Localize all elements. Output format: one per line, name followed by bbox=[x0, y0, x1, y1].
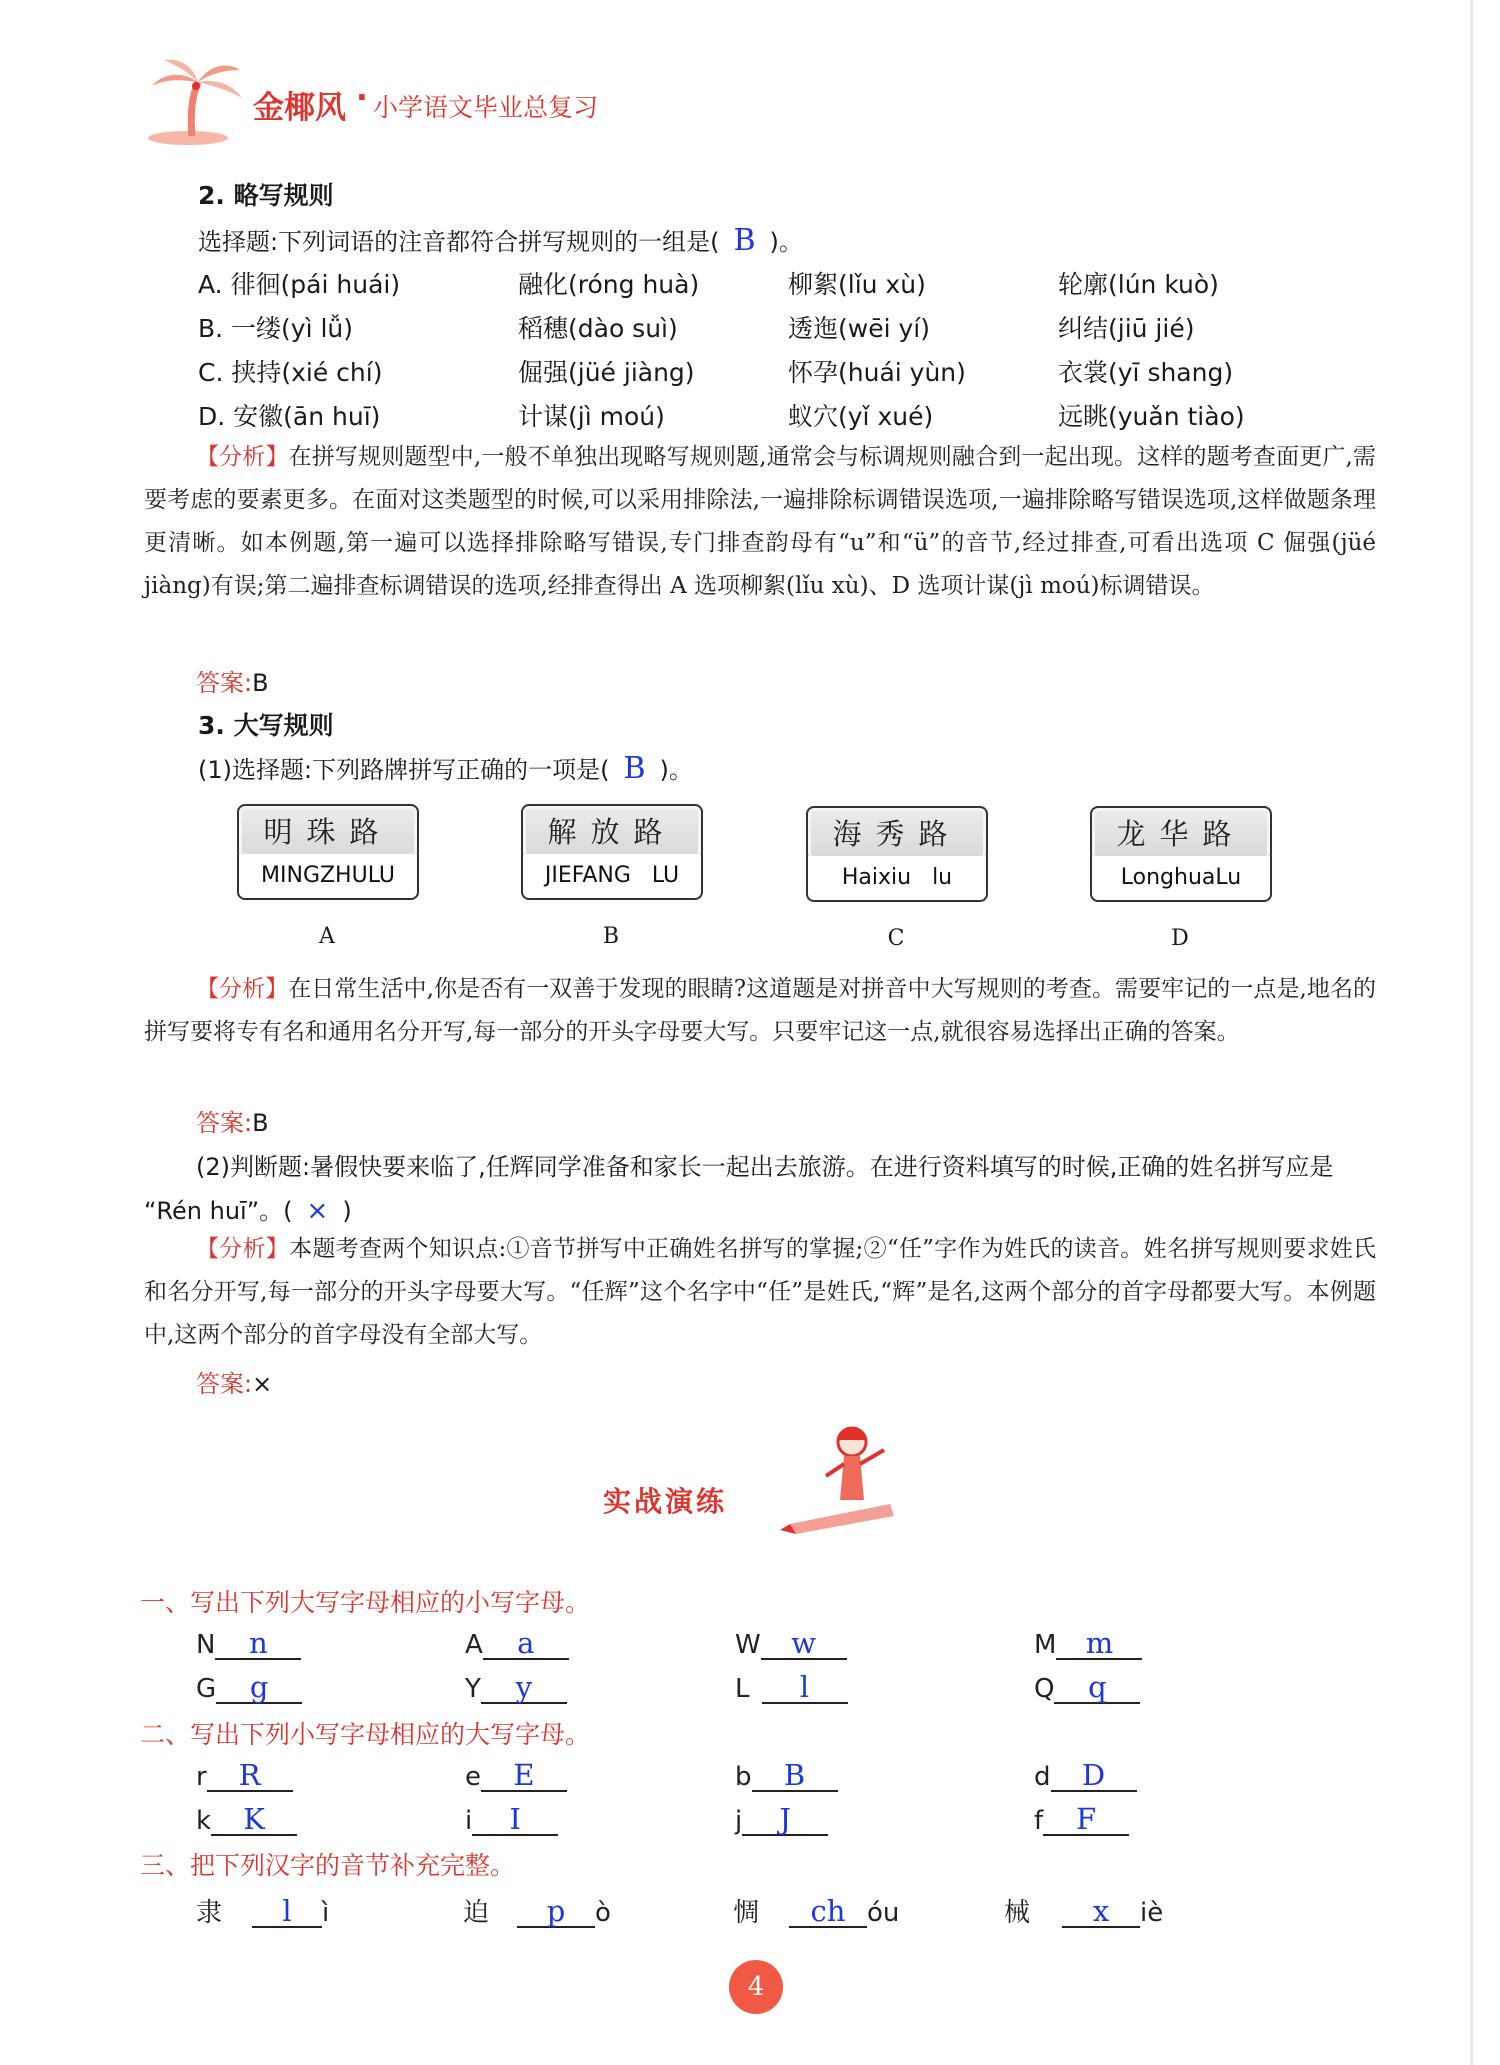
uppercase-item-5: k K bbox=[196, 1804, 297, 1836]
page-number: 4 bbox=[729, 1960, 783, 2014]
answer-blank: R bbox=[207, 1760, 293, 1792]
road-sign-b bbox=[521, 804, 701, 949]
answer-blank: x bbox=[1062, 1896, 1140, 1928]
analysis-paragraph-3 bbox=[144, 1228, 1376, 1357]
answer-blank: g bbox=[216, 1672, 302, 1704]
palm-tree-logo-icon bbox=[140, 52, 260, 147]
answer-mark: × bbox=[306, 1196, 329, 1226]
practice-section-3-title: 三、把下列汉字的音节补充完整。 bbox=[140, 1851, 516, 1880]
syllable-item-1: 隶 l ì bbox=[196, 1894, 330, 1928]
analysis-text: 在日常生活中,你是否有一双善于发现的眼睛?这道题是对拼音中大写规则的考查。需要牢记的一点是,地名的拼写要将专有名和通用名分开写,每一部分的开头字母要大写。只要牢记这一点,就很容易选择出正确的答案。 bbox=[144, 976, 1376, 1045]
analysis-text: 本题考查两个知识点:①音节拼写中正确姓名拼写的掌握;②“任”字作为姓氏的读音。姓名拼写规则要求姓氏和名分开写,每一部分的开头字母要大写。“任辉”这个名字中“任”是姓氏,“辉”是名,这两个部分的首字母都要大写。本例题中,这两个部分的首字母没有全部大写。 bbox=[144, 1236, 1377, 1348]
page-edge bbox=[1470, 0, 1473, 2065]
road-sign-a bbox=[237, 804, 417, 949]
sign-chinese: 解放路 bbox=[547, 815, 677, 849]
answer-blank: l bbox=[762, 1672, 848, 1704]
question-name-spelling bbox=[144, 1145, 1376, 1233]
question-text: (1)选择题:下列路牌拼写正确的一项是( bbox=[198, 756, 610, 784]
answer-blank: F bbox=[1043, 1804, 1129, 1836]
lowercase-item-6: Y y bbox=[465, 1672, 567, 1704]
uppercase-item-4: d D bbox=[1034, 1760, 1137, 1792]
uppercase-item-7: j J bbox=[735, 1804, 828, 1836]
option-c-1: C. 挟持(xié chí) bbox=[198, 358, 383, 387]
lowercase-item-4: M m bbox=[1034, 1628, 1142, 1660]
question-abbrev bbox=[198, 222, 803, 258]
answer-line-3 bbox=[196, 1364, 272, 1399]
question-suffix: )。 bbox=[659, 756, 693, 784]
section-title-abbreviation-rules: 2. 略写规则 bbox=[198, 181, 334, 210]
practice-section-1-title: 一、写出下列大写字母相应的小写字母。 bbox=[140, 1588, 591, 1617]
option-c-2: 倔强(jüé jiàng) bbox=[518, 358, 695, 387]
answer-blank: q bbox=[1054, 1672, 1140, 1704]
option-d-3: 蚁穴(yǐ xué) bbox=[788, 402, 934, 431]
sign-pinyin: Haixiu lu bbox=[841, 865, 953, 890]
option-d-2: 计谋(jì moú) bbox=[518, 402, 665, 431]
uppercase-item-8: f F bbox=[1034, 1804, 1129, 1836]
option-a-1: A. 徘徊(pái huái) bbox=[198, 270, 401, 299]
syllable-item-3: 惆 ch óu bbox=[733, 1894, 900, 1928]
answer-mark: B bbox=[623, 751, 646, 786]
answer-value: B bbox=[252, 1109, 269, 1137]
uppercase-item-2: e E bbox=[465, 1760, 567, 1792]
brand-dot: · bbox=[356, 80, 368, 116]
answer-blank: p bbox=[517, 1896, 595, 1928]
answer-blank: y bbox=[481, 1672, 567, 1704]
road-sign-d bbox=[1090, 806, 1270, 951]
analysis-tag: 【分析】 bbox=[196, 976, 289, 1002]
brand-name: 金椰风 bbox=[253, 90, 346, 126]
answer-blank: n bbox=[215, 1628, 301, 1660]
option-d-4: 远眺(yuǎn tiào) bbox=[1058, 402, 1245, 431]
answer-label: 答案: bbox=[196, 1370, 253, 1398]
answer-line-1 bbox=[196, 663, 269, 698]
section-title-capitalization-rules: 3. 大写规则 bbox=[198, 711, 334, 740]
syllable-item-4: 械 x iè bbox=[1004, 1894, 1164, 1928]
answer-blank: E bbox=[481, 1760, 567, 1792]
question-suffix: ) bbox=[342, 1197, 352, 1225]
analysis-paragraph-2 bbox=[144, 968, 1376, 1054]
sign-chinese: 海秀路 bbox=[832, 817, 962, 851]
option-b-2: 稻穗(dào suì) bbox=[518, 314, 678, 343]
question-road-sign bbox=[198, 750, 693, 786]
option-b-3: 透迤(wēi yí) bbox=[788, 314, 930, 343]
answer-line-2 bbox=[196, 1103, 269, 1138]
uppercase-item-6: i I bbox=[465, 1804, 558, 1836]
sign-pinyin: LonghuaLu bbox=[1120, 865, 1242, 890]
girl-on-pencil-icon bbox=[780, 1420, 920, 1540]
answer-blank: I bbox=[472, 1804, 558, 1836]
answer-blank: J bbox=[742, 1804, 828, 1836]
option-a-3: 柳絮(lǐu xù) bbox=[788, 270, 926, 299]
answer-blank: D bbox=[1051, 1760, 1137, 1792]
answer-blank: w bbox=[761, 1628, 847, 1660]
series-subtitle: 小学语文毕业总复习 bbox=[373, 93, 599, 122]
option-a-4: 轮廓(lún kuò) bbox=[1058, 270, 1219, 299]
sign-label: B bbox=[602, 924, 620, 949]
option-d-1: D. 安徽(ān huī) bbox=[198, 402, 381, 431]
analysis-paragraph-1 bbox=[144, 436, 1376, 608]
analysis-tag: 【分析】 bbox=[196, 444, 289, 470]
syllable-item-2: 迫 p ò bbox=[463, 1894, 611, 1928]
sign-label: C bbox=[887, 926, 905, 951]
road-sign-c bbox=[806, 806, 986, 951]
lowercase-item-2: A a bbox=[465, 1628, 569, 1660]
sign-chinese: 明珠路 bbox=[263, 815, 393, 849]
answer-blank: B bbox=[752, 1760, 838, 1792]
option-a-2: 融化(róng huà) bbox=[518, 270, 700, 299]
option-b-4: 纠结(jiū jié) bbox=[1058, 314, 1195, 343]
sign-pinyin: JIEFANG LU bbox=[544, 863, 680, 888]
question-text: (2)判断题:暑假快要来临了,任辉同学准备和家长一起出去旅游。在进行资料填写的时候,正确的姓名拼写应是 “Rén huī”。( bbox=[144, 1153, 1334, 1225]
analysis-tag: 【分析】 bbox=[196, 1236, 290, 1262]
uppercase-item-3: b B bbox=[735, 1760, 838, 1792]
practice-title: 实战演练 bbox=[603, 1485, 728, 1518]
answer-label: 答案: bbox=[196, 1109, 253, 1137]
sign-pinyin: MINGZHULU bbox=[261, 863, 395, 888]
sign-label: A bbox=[319, 924, 335, 949]
answer-mark: B bbox=[733, 223, 756, 258]
lowercase-item-7: L l bbox=[735, 1672, 848, 1704]
answer-label: 答案: bbox=[196, 669, 253, 697]
option-b-1: B. 一缕(yì lǚ) bbox=[198, 314, 354, 343]
answer-blank: K bbox=[211, 1804, 297, 1836]
sign-chinese: 龙华路 bbox=[1116, 817, 1246, 851]
answer-blank: m bbox=[1056, 1628, 1142, 1660]
lowercase-item-5: G g bbox=[196, 1672, 302, 1704]
answer-blank: l bbox=[252, 1896, 322, 1928]
option-c-4: 衣裳(yī shang) bbox=[1058, 358, 1234, 387]
practice-section-2-title: 二、写出下列小写字母相应的大写字母。 bbox=[140, 1720, 591, 1749]
answer-blank: a bbox=[483, 1628, 569, 1660]
answer-blank: ch bbox=[789, 1896, 867, 1928]
uppercase-item-1: r R bbox=[196, 1760, 293, 1792]
answer-value: × bbox=[252, 1370, 273, 1398]
question-suffix: )。 bbox=[769, 228, 803, 256]
analysis-text: 在拼写规则题型中,一般不单独出现略写规则题,通常会与标调规则融合到一起出现。这样的题考查面更广,需要考虑的要素更多。在面对这类题型的时候,可以采用排除法,一遍排除标调错误选项,一遍排除略写错误选项,这样做题条理更清晰。如本例题,第一遍可以选择排除略写错误,专门排查韵母有“u”和“ü”的音节,经过排查,可看出选项 C 倔强(jüé jiàng)有误;第二遍排查标调错误的选项,经排查得出 A 选项柳絮(lǐu xù)、D 选项计谋(jì moú)标调错误。 bbox=[144, 444, 1377, 599]
sign-label: D bbox=[1171, 926, 1189, 951]
option-c-3: 怀孕(huái yùn) bbox=[788, 358, 966, 387]
answer-value: B bbox=[252, 669, 269, 697]
lowercase-item-1: N n bbox=[196, 1628, 301, 1660]
lowercase-item-8: Q q bbox=[1034, 1672, 1140, 1704]
lowercase-item-3: W w bbox=[735, 1628, 847, 1660]
question-text: 选择题:下列词语的注音都符合拼写规则的一组是( bbox=[198, 228, 720, 256]
